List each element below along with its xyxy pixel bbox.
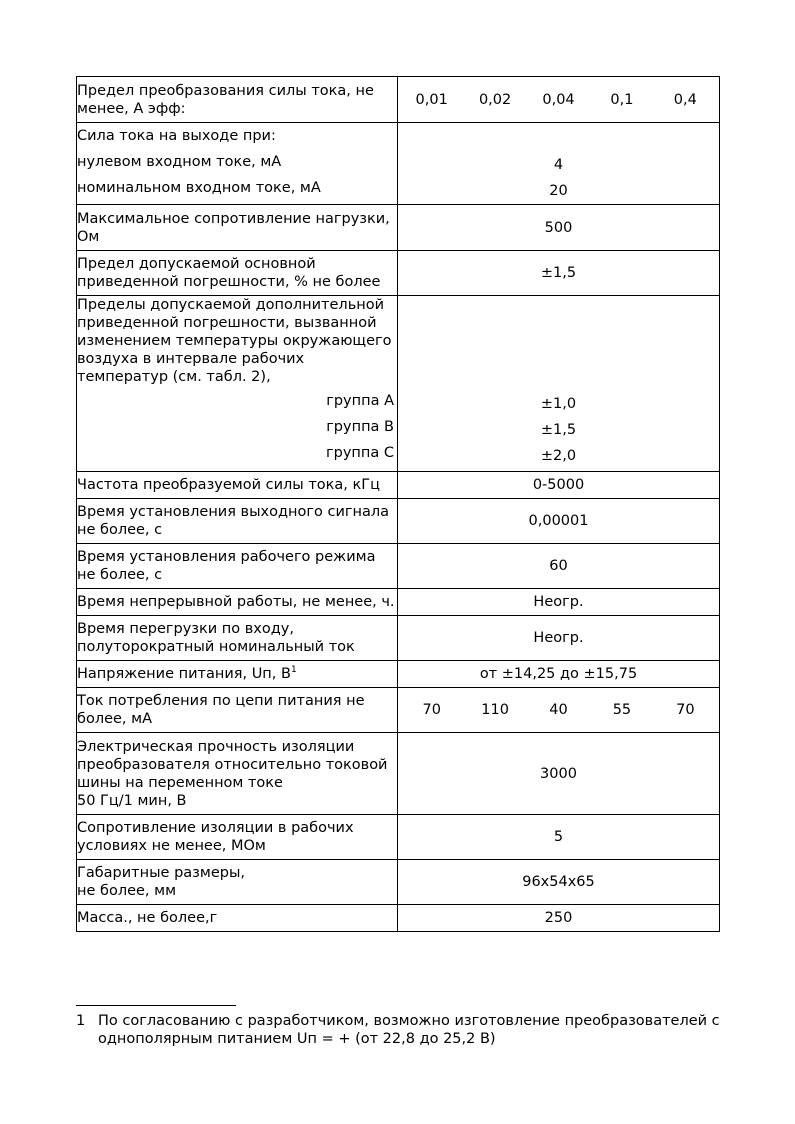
table-row [77, 688, 720, 733]
group-label: группа С [326, 445, 394, 461]
row-value [398, 123, 720, 205]
row-label: Масса., не более,г [77, 905, 398, 932]
specifications-table [76, 76, 720, 932]
value-cell: 55 [612, 702, 632, 718]
row-label: Предел преобразования силы тока, не менее, А эфф: [77, 77, 398, 123]
value-cell: 3000 [398, 733, 720, 815]
value-cell: 500 [398, 205, 720, 251]
footnote [76, 1012, 736, 1048]
table-row [77, 205, 720, 251]
value-cell: 0,02 [478, 91, 512, 108]
row-label: Сопротивление изоляции в рабочих условиях не менее, МОм [77, 815, 398, 860]
table-row [77, 251, 720, 296]
value-cell: 0,04 [542, 91, 575, 108]
value-cell: ±1,5 [398, 251, 720, 296]
row-heading: Сила тока на выходе при: [77, 128, 276, 144]
row-label [77, 733, 398, 815]
footnote-mark: 1 [290, 665, 297, 676]
group-label: группа В [326, 419, 394, 435]
row-sublabel: нулевом входном токе, мА [77, 154, 282, 170]
footnote-divider [76, 1005, 236, 1006]
table-row [77, 77, 720, 123]
row-label: Время установления выходного сигнала не более, с [77, 499, 398, 544]
row-label [77, 860, 398, 905]
footnote-number: 1 [76, 1013, 86, 1029]
group-label: группа А [326, 393, 394, 409]
value-cell: 5 [398, 815, 720, 860]
value-cell: от ±14,25 до ±15,75 [398, 661, 720, 688]
value-cell: 20 [549, 183, 568, 199]
row-label: Время установления рабочего режима не более, с [77, 544, 398, 589]
value-cell: 4 [553, 157, 564, 173]
value-cell: 110 [481, 702, 509, 718]
value-cell: 0,01 [415, 91, 448, 108]
row-label: Частота преобразуемой силы тока, кГц [77, 472, 398, 499]
value-cell: 250 [398, 905, 720, 932]
row-values [398, 688, 720, 733]
table-row [77, 661, 720, 688]
table-row [77, 472, 720, 499]
footnote-text: По согласованию с разработчиком, возможно изготовление преобразователей с однополярным питанием Uп = + (от 22,8 до 25,2 В) [98, 1013, 720, 1047]
row-label-text: Напряжение питания, Uп, В [77, 666, 291, 682]
row-description: Пределы допускаемой дополнительной приведенной погрешности, вызванной изменением температуры окружающего воздуха в интервале рабочих температур (см. табл. 2), [77, 297, 392, 385]
row-label-line: Габаритные размеры, [77, 865, 246, 881]
row-label-line: 50 Гц/1 мин, В [77, 792, 187, 809]
row-sublabel: номинальном входном токе, мА [77, 180, 321, 196]
row-label-line: Электрическая прочность изоляции преобразователя относительно токовой шины на переменном токе [77, 738, 388, 791]
table-row [77, 123, 720, 205]
row-label: Ток потребления по цепи питания не более, мА [77, 688, 398, 733]
row-label [77, 123, 398, 205]
row-label-line: не более, мм [77, 883, 177, 899]
value-cell: 70 [676, 702, 695, 718]
value-cell: 96х54х65 [398, 860, 720, 905]
row-label: Максимальное сопротивление нагрузки, Ом [77, 205, 398, 251]
value-cell: 0,1 [610, 91, 634, 108]
table-row [77, 733, 720, 815]
row-values [398, 296, 720, 472]
value-cell: 70 [422, 702, 441, 718]
table-row [77, 589, 720, 616]
table-row [77, 815, 720, 860]
value-cell: 60 [398, 544, 720, 589]
table-row [77, 544, 720, 589]
value-cell: 0-5000 [398, 472, 720, 499]
row-values [398, 77, 720, 123]
value-cell: ±1,0 [540, 396, 577, 412]
table-row [77, 905, 720, 932]
value-cell: 40 [549, 702, 568, 718]
row-label: Время перегрузки по входу, полуторократный номинальный ток [77, 616, 398, 661]
value-cell: 0,4 [673, 91, 697, 108]
row-label: Время непрерывной работы, не менее, ч. [77, 589, 398, 616]
table-row [77, 616, 720, 661]
row-label [77, 296, 398, 472]
table-row [77, 296, 720, 472]
value-cell: 0,00001 [398, 499, 720, 544]
row-label: Предел допускаемой основной приведенной погрешности, % не более [77, 251, 398, 296]
value-cell: Неогр. [398, 589, 720, 616]
value-cell: ±1,5 [540, 422, 577, 438]
value-cell: Неогр. [398, 616, 720, 661]
table-row [77, 499, 720, 544]
value-cell: ±2,0 [540, 448, 577, 464]
table-row [77, 860, 720, 905]
row-label [77, 661, 398, 688]
